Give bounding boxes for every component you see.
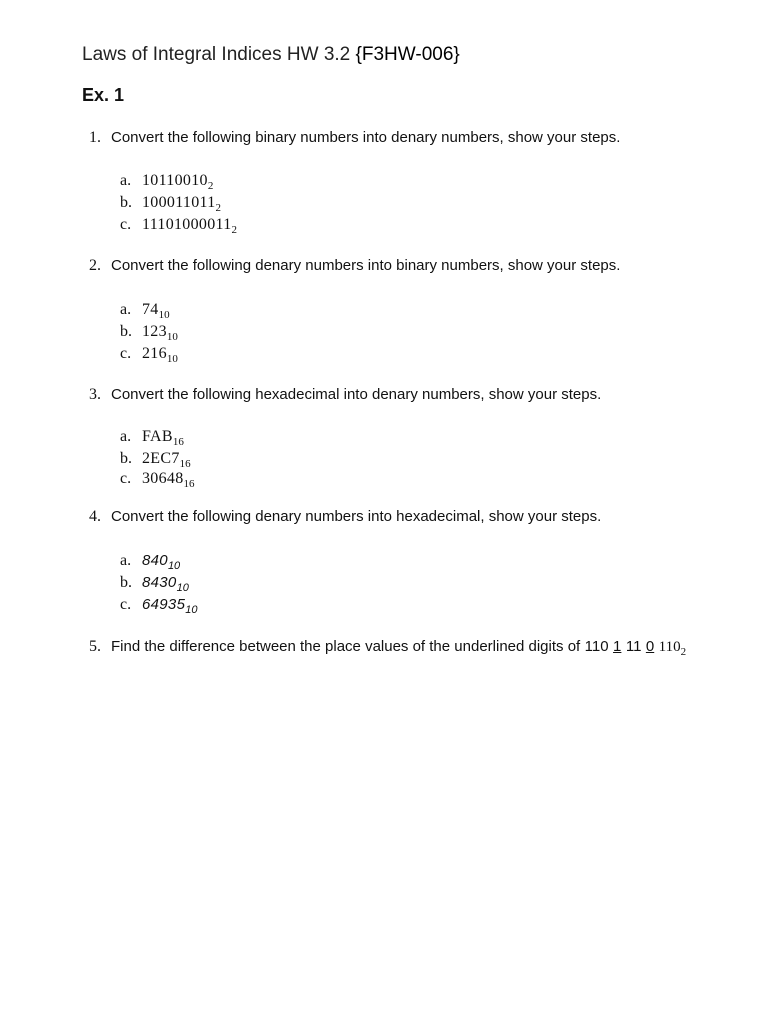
expr-part-3: 110	[658, 639, 681, 655]
expr-part-2: 11	[625, 638, 642, 655]
list-item	[120, 428, 184, 446]
item-base: 10	[166, 353, 178, 365]
question-text: Convert the following hexadecimal into denary numbers, show your steps.	[111, 386, 602, 403]
item-value: 30648	[142, 470, 184, 487]
item-base: 10	[185, 604, 198, 616]
question-text: Convert the following denary numbers into binary numbers, show your steps.	[111, 257, 621, 274]
item-value: 64935	[142, 596, 186, 613]
item-base: 16	[183, 478, 195, 490]
list-item	[120, 596, 197, 614]
item-base: 10	[158, 309, 170, 321]
item-value: 216	[142, 345, 167, 362]
question-number: 3.	[89, 386, 101, 403]
item-value: 8430	[142, 574, 177, 591]
list-item	[120, 323, 178, 341]
item-base: 2	[215, 202, 222, 214]
item-base: 10	[176, 582, 189, 594]
item-base: 2	[231, 224, 238, 236]
underlined-digit-2: 0	[645, 638, 655, 655]
list-item	[120, 216, 237, 234]
item-label: b.	[120, 323, 132, 340]
item-base: 16	[179, 458, 191, 470]
question-4	[89, 508, 601, 526]
item-value: 840	[142, 552, 168, 569]
list-item	[120, 470, 195, 488]
item-value: 74	[142, 301, 159, 318]
list-item	[120, 172, 213, 190]
item-value: 2EC7	[142, 450, 180, 467]
item-base: 16	[172, 436, 184, 448]
question-3	[89, 386, 601, 404]
item-value: 11101000011	[142, 216, 232, 233]
item-label: a.	[120, 301, 132, 318]
item-value: 10110010	[142, 172, 208, 189]
title-code: {F3HW-006}	[355, 44, 460, 65]
question-number: 5.	[89, 638, 101, 655]
list-item	[120, 301, 170, 319]
list-item	[120, 552, 180, 570]
question-number: 2.	[89, 257, 101, 274]
question-number: 1.	[89, 129, 101, 146]
item-label: c.	[120, 596, 132, 613]
item-label: b.	[120, 450, 132, 467]
item-base: 10	[166, 331, 178, 343]
underlined-digit-1: 1	[613, 638, 622, 655]
item-base: 10	[167, 560, 181, 572]
question-1	[89, 129, 620, 147]
page-title	[82, 44, 460, 66]
item-value: 123	[142, 323, 167, 340]
list-item	[120, 574, 189, 592]
question-text: Find the difference between the place values of the underlined digits of	[111, 638, 581, 655]
item-base: 2	[207, 180, 214, 192]
item-label: b.	[120, 574, 132, 591]
question-2	[89, 257, 620, 275]
item-label: a.	[120, 428, 132, 445]
list-item	[120, 450, 191, 468]
question-text: Convert the following binary numbers into denary numbers, show your steps.	[111, 129, 621, 146]
item-label: a.	[120, 552, 132, 569]
question-number: 4.	[89, 508, 101, 525]
expr-base: 2	[680, 646, 687, 658]
question-5	[89, 638, 686, 656]
expr-part-1: 110	[584, 638, 609, 655]
item-label: c.	[120, 470, 132, 487]
item-value: 100011011	[142, 194, 216, 211]
exercise-heading: Ex. 1	[82, 85, 125, 105]
list-item	[120, 345, 178, 363]
list-item	[120, 194, 221, 212]
title-text: Laws of Integral Indices HW 3.2	[82, 44, 351, 65]
item-label: c.	[120, 345, 132, 362]
item-value: FAB	[142, 428, 173, 445]
item-label: a.	[120, 172, 132, 189]
item-label: c.	[120, 216, 132, 233]
question-text: Convert the following denary numbers into hexadecimal, show your steps.	[111, 508, 602, 525]
item-label: b.	[120, 194, 132, 211]
